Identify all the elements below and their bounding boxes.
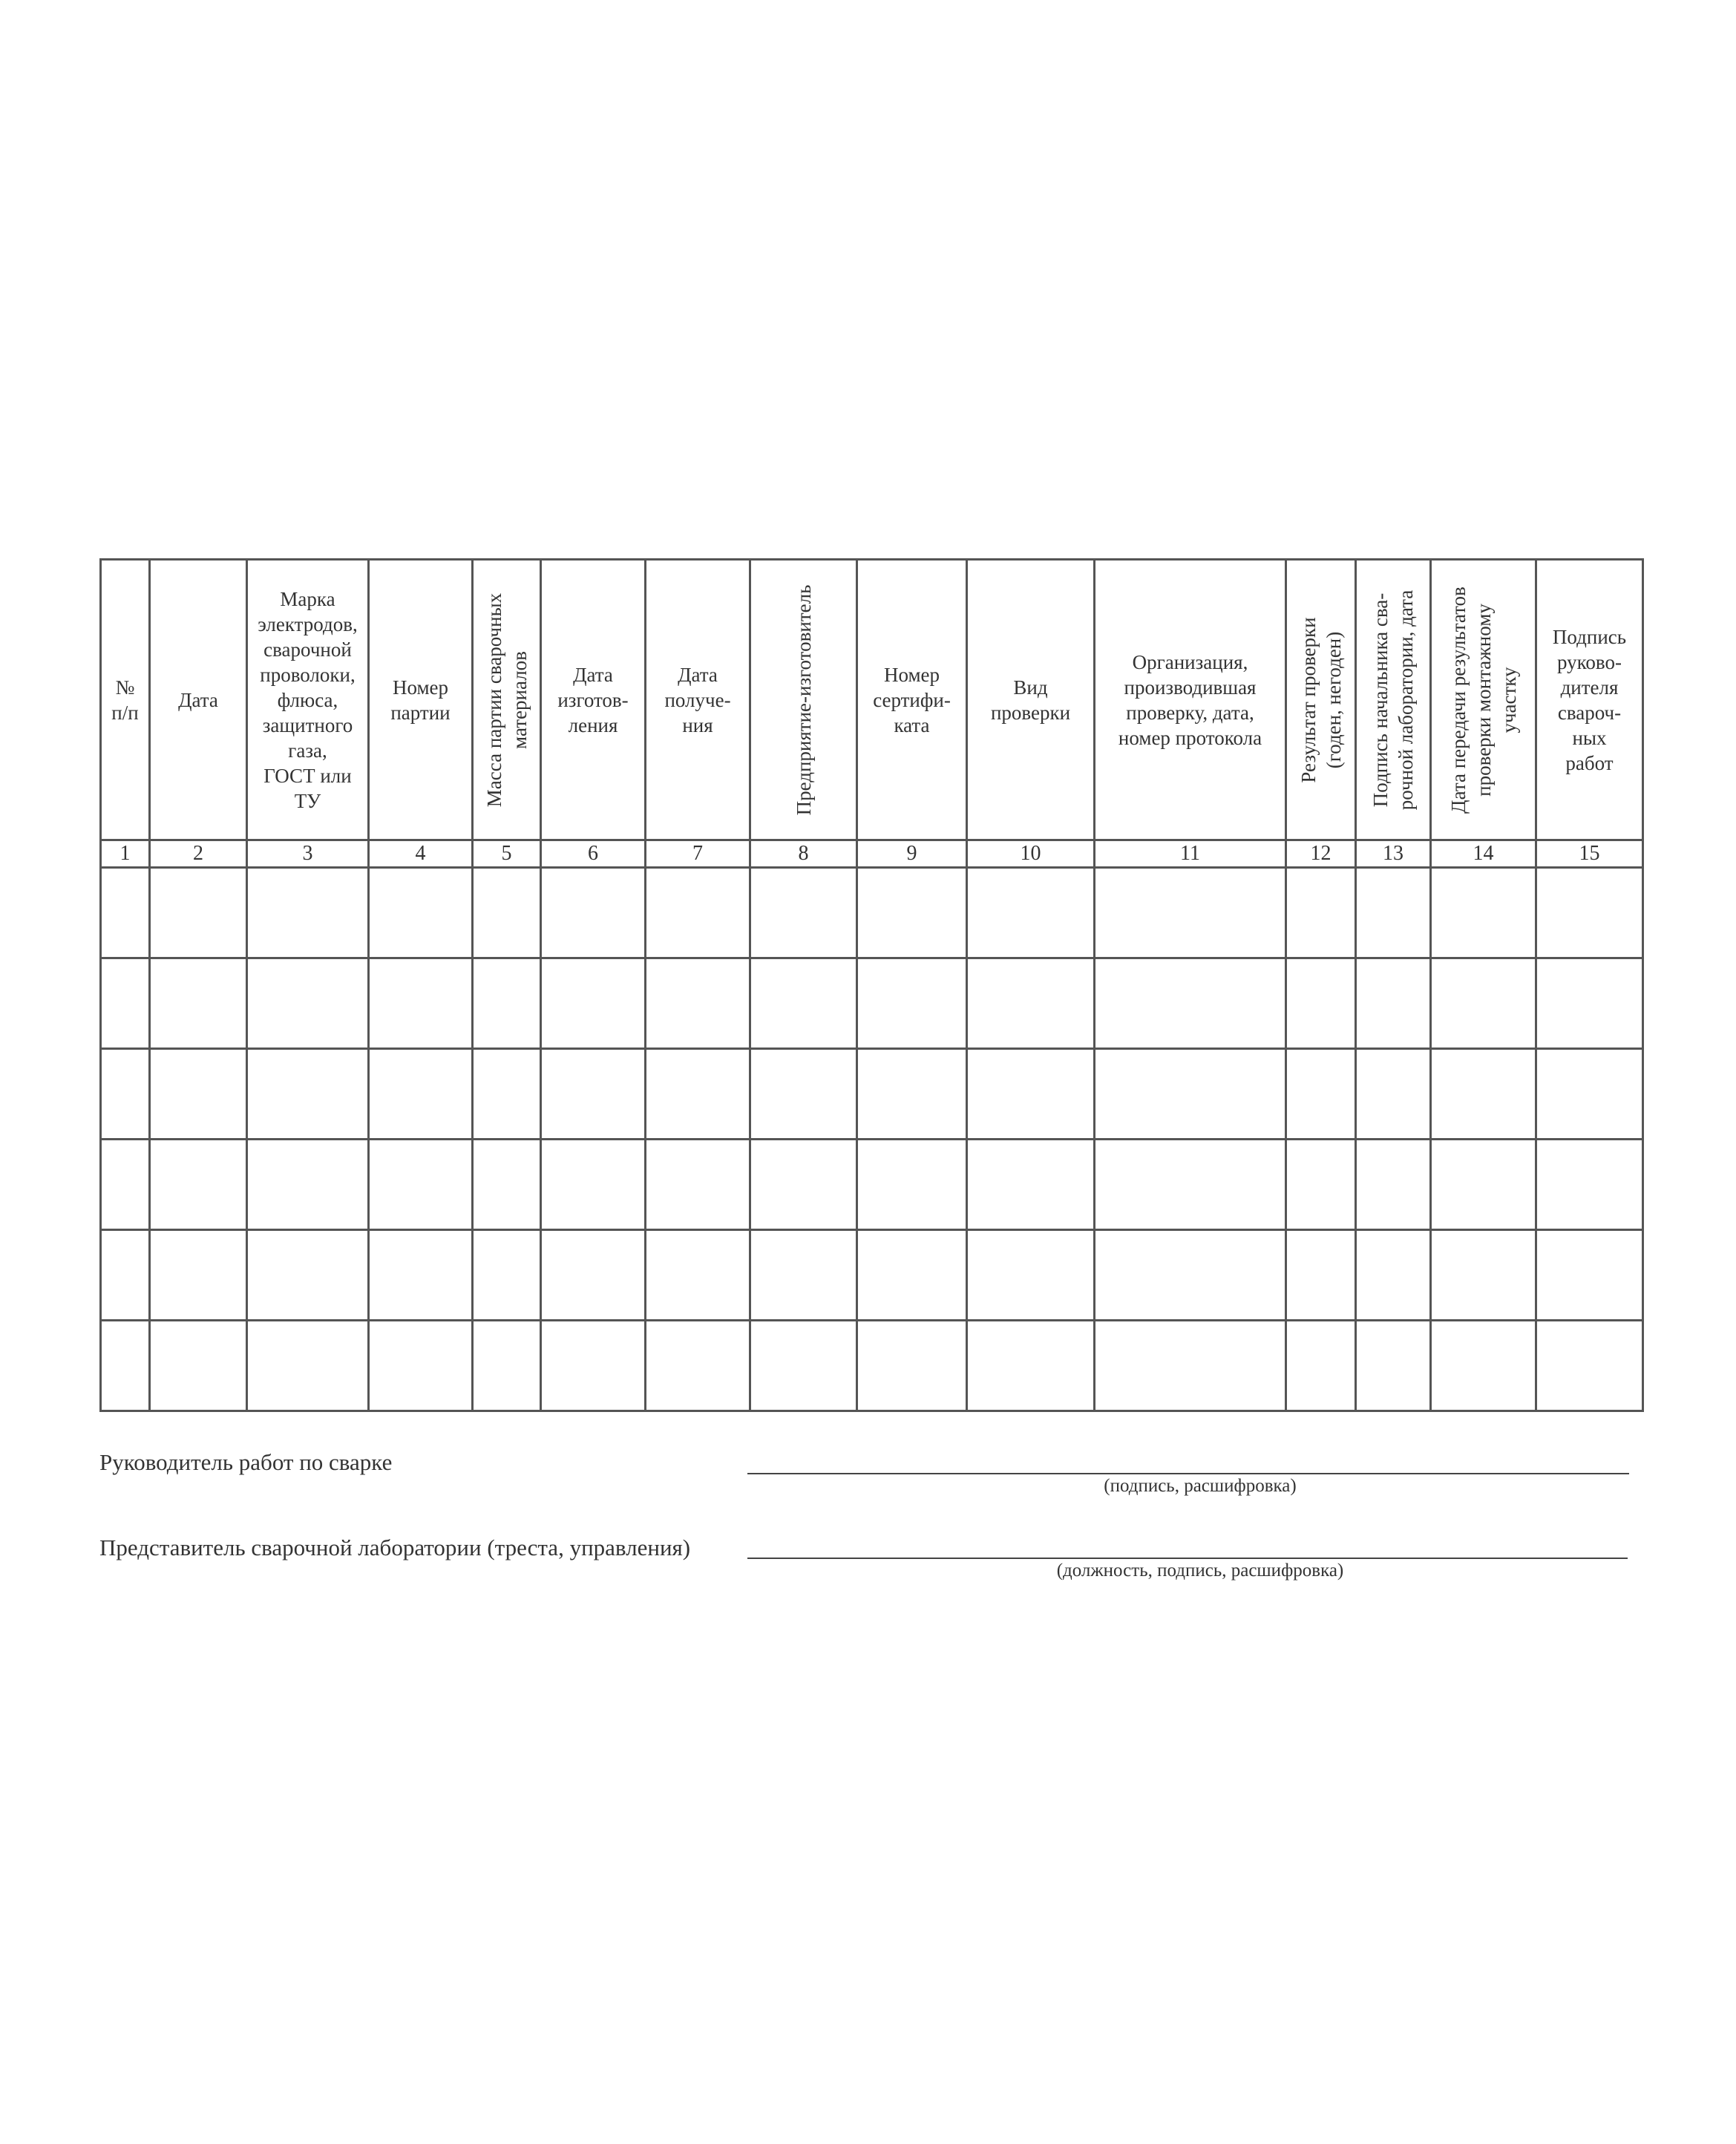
table-cell[interactable] xyxy=(1431,1321,1536,1411)
lab-representative-signature-line[interactable] xyxy=(747,1558,1628,1559)
column-header-12 xyxy=(1286,560,1356,840)
table-cell[interactable] xyxy=(247,1321,369,1411)
column-header-6 xyxy=(541,560,646,840)
table-cell[interactable] xyxy=(1286,1140,1356,1230)
table-row xyxy=(101,1321,1643,1411)
table-cell[interactable] xyxy=(1095,1049,1286,1140)
table-cell[interactable] xyxy=(1095,1321,1286,1411)
column-header-8 xyxy=(750,560,857,840)
column-number-1: 1 xyxy=(101,840,150,868)
table-cell[interactable] xyxy=(473,1049,541,1140)
table-cell[interactable] xyxy=(1431,1140,1536,1230)
journal-table xyxy=(99,558,1644,1412)
lab-representative-label: Представитель сварочной лаборатории (треста, управления) xyxy=(99,1535,691,1560)
table-cell[interactable] xyxy=(150,958,247,1049)
column-number-7: 7 xyxy=(646,840,750,868)
column-header-9 xyxy=(857,560,967,840)
table-cell[interactable] xyxy=(369,1321,473,1411)
header-row xyxy=(101,560,1643,840)
table-cell[interactable] xyxy=(1095,868,1286,958)
column-number-row xyxy=(101,840,1643,868)
table-cell[interactable] xyxy=(967,1049,1095,1140)
column-number-11: 11 xyxy=(1095,840,1286,868)
table-cell[interactable] xyxy=(967,1321,1095,1411)
table-cell[interactable] xyxy=(1536,1049,1643,1140)
table-cell[interactable] xyxy=(967,868,1095,958)
table-cell[interactable] xyxy=(1286,1049,1356,1140)
column-header-text: Дата xyxy=(178,688,218,711)
table-cell[interactable] xyxy=(1356,958,1431,1049)
column-number-5: 5 xyxy=(473,840,541,868)
column-number-3: 3 xyxy=(247,840,369,868)
table-cell[interactable] xyxy=(646,1140,750,1230)
table-cell[interactable] xyxy=(541,1049,646,1140)
table-cell[interactable] xyxy=(750,958,857,1049)
column-number-15: 15 xyxy=(1536,840,1643,868)
column-header-2 xyxy=(150,560,247,840)
column-header-text: Дата передачи результатов проверки монтажному участку xyxy=(1447,586,1520,814)
column-header-text: Предприятие-изготовитель xyxy=(792,584,815,815)
table-cell[interactable] xyxy=(369,1230,473,1321)
table-cell[interactable] xyxy=(1536,1321,1643,1411)
table-cell[interactable] xyxy=(857,958,967,1049)
column-header-10 xyxy=(967,560,1095,840)
column-number-13: 13 xyxy=(1356,840,1431,868)
column-number-6: 6 xyxy=(541,840,646,868)
table-cell[interactable] xyxy=(1536,868,1643,958)
table-cell[interactable] xyxy=(101,1140,150,1230)
table-cell[interactable] xyxy=(750,1049,857,1140)
table-cell[interactable] xyxy=(1356,1321,1431,1411)
table-cell[interactable] xyxy=(473,958,541,1049)
table-cell[interactable] xyxy=(857,868,967,958)
table-cell[interactable] xyxy=(150,1049,247,1140)
table-cell[interactable] xyxy=(646,1230,750,1321)
table-cell[interactable] xyxy=(247,868,369,958)
table-cell[interactable] xyxy=(1356,868,1431,958)
column-number-8: 8 xyxy=(750,840,857,868)
table-cell[interactable] xyxy=(247,1140,369,1230)
table-cell[interactable] xyxy=(1536,1140,1643,1230)
column-header-14 xyxy=(1431,560,1536,840)
column-number-4: 4 xyxy=(369,840,473,868)
table-cell[interactable] xyxy=(1536,1230,1643,1321)
welding-head-hint: (подпись, расшифровка) xyxy=(1104,1476,1297,1496)
table-cell[interactable] xyxy=(150,1321,247,1411)
column-number-2: 2 xyxy=(150,840,247,868)
table-cell[interactable] xyxy=(1286,1321,1356,1411)
column-header-11 xyxy=(1095,560,1286,840)
welding-head-label: Руководитель работ по сварке xyxy=(99,1449,393,1475)
table-cell[interactable] xyxy=(101,868,150,958)
table-row xyxy=(101,1230,1643,1321)
table-cell[interactable] xyxy=(541,1140,646,1230)
table-cell[interactable] xyxy=(473,1140,541,1230)
column-header-7 xyxy=(646,560,750,840)
column-header-text: Номер партии xyxy=(390,676,451,724)
table-cell[interactable] xyxy=(1286,1230,1356,1321)
table-cell[interactable] xyxy=(541,1321,646,1411)
column-number-14: 14 xyxy=(1431,840,1536,868)
table-cell[interactable] xyxy=(541,958,646,1049)
table-cell[interactable] xyxy=(1431,1049,1536,1140)
table-cell[interactable] xyxy=(857,1140,967,1230)
table-cell[interactable] xyxy=(101,1321,150,1411)
column-header-15 xyxy=(1536,560,1643,840)
table-cell[interactable] xyxy=(247,958,369,1049)
column-header-text: Вид проверки xyxy=(990,676,1071,724)
table-cell[interactable] xyxy=(369,868,473,958)
table-cell[interactable] xyxy=(150,1230,247,1321)
table-cell[interactable] xyxy=(967,958,1095,1049)
table-cell[interactable] xyxy=(1286,868,1356,958)
column-number-9: 9 xyxy=(857,840,967,868)
table-cell[interactable] xyxy=(750,1230,857,1321)
table-cell[interactable] xyxy=(1431,1230,1536,1321)
table-cell[interactable] xyxy=(369,1049,473,1140)
table-row xyxy=(101,958,1643,1049)
table-cell[interactable] xyxy=(369,1140,473,1230)
table-cell[interactable] xyxy=(750,1321,857,1411)
table-cell[interactable] xyxy=(541,1230,646,1321)
table-body xyxy=(101,868,1643,1411)
table-cell[interactable] xyxy=(541,868,646,958)
table-cell[interactable] xyxy=(646,958,750,1049)
table-cell[interactable] xyxy=(967,1230,1095,1321)
table-cell[interactable] xyxy=(1095,958,1286,1049)
table-row xyxy=(101,868,1643,958)
table-cell[interactable] xyxy=(101,1049,150,1140)
column-header-1 xyxy=(101,560,150,840)
column-number-12: 12 xyxy=(1286,840,1356,868)
table-cell[interactable] xyxy=(750,868,857,958)
table-cell[interactable] xyxy=(101,958,150,1049)
table-row xyxy=(101,1049,1643,1140)
table-cell[interactable] xyxy=(1356,1230,1431,1321)
column-header-13 xyxy=(1356,560,1431,840)
table-cell[interactable] xyxy=(473,868,541,958)
column-header-text: Подпись начальника сва- рочной лаборатории, дата xyxy=(1369,589,1417,810)
column-header-text: Организация, производившая проверку, дата, номер протокола xyxy=(1118,650,1262,749)
column-header-text: № п/п xyxy=(111,676,139,724)
table-cell[interactable] xyxy=(369,958,473,1049)
column-header-text: Дата получе- ния xyxy=(664,663,731,736)
table-cell[interactable] xyxy=(1356,1049,1431,1140)
table-cell[interactable] xyxy=(1356,1140,1431,1230)
column-header-text: Марка электродов, сварочной проволоки, флюса, защитного газа, ГОСТ или ТУ xyxy=(258,587,358,812)
table-cell[interactable] xyxy=(1431,958,1536,1049)
lab-representative-hint: (должность, подпись, расшифровка) xyxy=(1056,1560,1344,1581)
column-header-5 xyxy=(473,560,541,840)
column-header-text: Масса партии сварочных материалов xyxy=(482,592,531,807)
welding-head-signature-line[interactable] xyxy=(747,1473,1629,1474)
column-header-3 xyxy=(247,560,369,840)
table-cell[interactable] xyxy=(857,1321,967,1411)
table-cell[interactable] xyxy=(646,1049,750,1140)
column-header-text: Подпись руково- дителя свароч- ных работ xyxy=(1552,625,1627,774)
table-cell[interactable] xyxy=(750,1140,857,1230)
table-cell[interactable] xyxy=(646,868,750,958)
table-cell[interactable] xyxy=(1431,868,1536,958)
table-cell[interactable] xyxy=(150,1140,247,1230)
table-cell[interactable] xyxy=(857,1049,967,1140)
table-cell[interactable] xyxy=(101,1230,150,1321)
column-header-text: Результат проверки (годен, негоден) xyxy=(1297,616,1345,783)
column-number-10: 10 xyxy=(967,840,1095,868)
table-cell[interactable] xyxy=(967,1140,1095,1230)
table-cell[interactable] xyxy=(1095,1140,1286,1230)
column-header-text: Номер сертифи- ката xyxy=(873,663,951,736)
table-cell[interactable] xyxy=(1095,1230,1286,1321)
table-cell[interactable] xyxy=(247,1049,369,1140)
table-cell[interactable] xyxy=(473,1321,541,1411)
table-cell[interactable] xyxy=(646,1321,750,1411)
column-header-text: Дата изготов- ления xyxy=(557,663,629,736)
table-cell[interactable] xyxy=(150,868,247,958)
table-cell[interactable] xyxy=(1536,958,1643,1049)
table-row xyxy=(101,1140,1643,1230)
table-cell[interactable] xyxy=(473,1230,541,1321)
table-cell[interactable] xyxy=(247,1230,369,1321)
table-cell[interactable] xyxy=(1286,958,1356,1049)
column-header-4 xyxy=(369,560,473,840)
table-cell[interactable] xyxy=(857,1230,967,1321)
